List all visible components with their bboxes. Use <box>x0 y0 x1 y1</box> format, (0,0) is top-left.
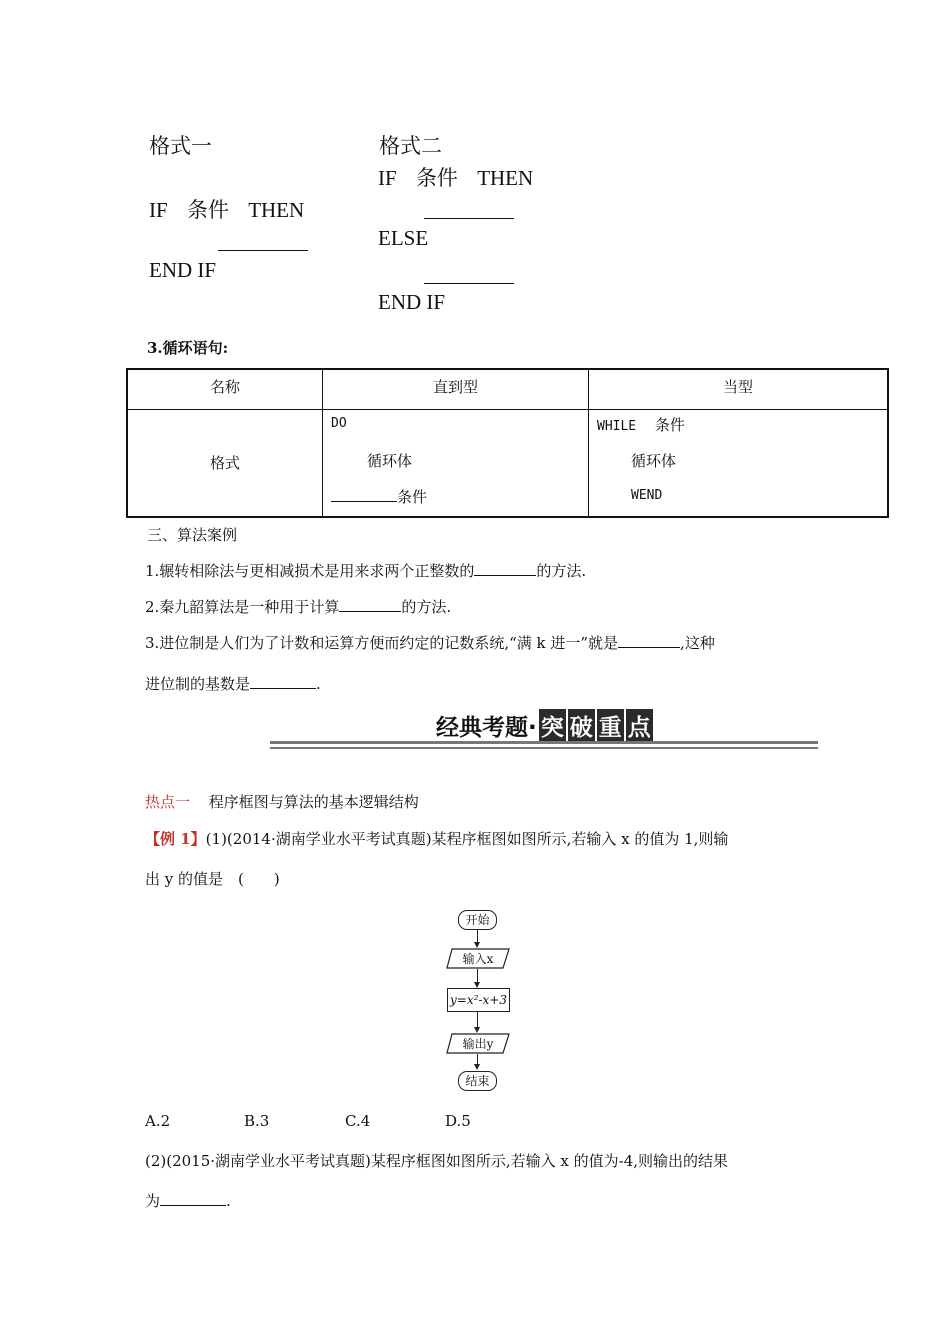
flowchart-connector <box>477 1054 478 1064</box>
example2-blank[interactable] <box>160 1191 226 1206</box>
banner-char-3: 重 <box>597 709 624 742</box>
case3-text-end: ,这种 <box>680 634 715 652</box>
option-b[interactable]: B.3 <box>244 1112 270 1130</box>
hotspot-label: 热点一 <box>145 793 191 811</box>
while-line <box>597 414 685 435</box>
until-format-cell <box>323 409 589 517</box>
flowchart-output <box>446 1033 508 1053</box>
case1-blank[interactable] <box>474 561 536 576</box>
format2-blank-2[interactable] <box>424 265 514 284</box>
header-name: 名称 <box>127 369 323 409</box>
banner-char-2: 破 <box>568 709 595 742</box>
example1-text: (1)(2014·湖南学业水平考试真题)某程序框图如图所示,若输入 x 的值为 1,则输 <box>205 830 729 848</box>
case3-line2-end: . <box>316 675 321 693</box>
example1-line2: 出 y 的值是 ( ) <box>145 870 280 888</box>
hotspot-title: 程序框图与算法的基本逻辑结构 <box>208 793 419 811</box>
case3-line2-text: 进位制的基数是 <box>145 675 251 693</box>
example1-tag: 【例 1】 <box>145 830 206 848</box>
case1-text-end: 的方法. <box>536 562 587 580</box>
flowchart-end: 结束 <box>458 1071 497 1091</box>
format2-if-line <box>378 162 533 192</box>
case2-line <box>145 596 451 617</box>
flowchart-process: y=x²-x+3 <box>447 988 510 1012</box>
format2-title: 格式二 <box>379 134 442 158</box>
example1-line <box>145 828 728 849</box>
if-keyword: IF <box>378 166 397 190</box>
banner-title-left: 经典考题· <box>436 715 537 741</box>
loop-statement-table <box>126 368 889 518</box>
banner-char-4: 点 <box>626 709 653 742</box>
case3-blank-1[interactable] <box>618 633 680 648</box>
banner-rule-bottom <box>270 747 818 749</box>
arrow-down-icon <box>474 1064 480 1070</box>
format2-end-if: END IF <box>378 290 446 314</box>
option-a[interactable]: A.2 <box>145 1112 171 1130</box>
while-format-cell <box>589 409 889 517</box>
hotspot-heading <box>145 791 419 812</box>
until-condition-label: 条件 <box>397 487 428 506</box>
section-banner <box>436 709 653 742</box>
flowchart-connector <box>477 1011 478 1027</box>
banner-rule-top <box>270 741 818 744</box>
header-until: 直到型 <box>323 369 589 409</box>
header-while: 当型 <box>589 369 889 409</box>
example2-line: (2)(2015·湖南学业水平考试真题)某程序框图如图所示,若输入 x 的值为-4,则输出的结果 <box>145 1152 729 1170</box>
example2-line2-text: 为 <box>145 1192 161 1210</box>
flowchart-connector <box>477 969 478 982</box>
case3-line <box>145 632 715 653</box>
format1-if-line <box>149 194 304 224</box>
option-d[interactable]: D.5 <box>445 1112 471 1130</box>
case2-text: 2.秦九韶算法是一种用于计算 <box>145 598 340 616</box>
flowchart-start: 开始 <box>458 910 497 930</box>
loop-body-label: 循环体 <box>631 451 677 470</box>
format2-blank-1[interactable] <box>424 200 514 219</box>
until-condition-line <box>331 486 427 507</box>
while-keyword: WHILE <box>597 418 637 434</box>
format1-blank[interactable] <box>218 232 308 251</box>
then-keyword: THEN <box>248 198 305 222</box>
case2-blank[interactable] <box>339 597 401 612</box>
example2-line2 <box>145 1190 231 1211</box>
case1-line <box>145 560 586 581</box>
format1-end-if: END IF <box>149 258 217 282</box>
case1-text: 1.辗转相除法与更相减损术是用来求两个正整数的 <box>145 562 475 580</box>
case3-blank-2[interactable] <box>250 674 316 689</box>
if-keyword: IF <box>149 198 168 222</box>
section-title-loop: 3.循环语句: <box>147 339 229 357</box>
format2-else: ELSE <box>378 226 429 250</box>
option-c[interactable]: C.4 <box>345 1112 371 1130</box>
flowchart-connector <box>477 929 478 942</box>
flowchart-input-label: 输入x <box>462 952 494 966</box>
flowchart-output-label: 输出y <box>462 1037 494 1051</box>
do-keyword: DO <box>331 415 347 431</box>
row-label-format: 格式 <box>127 409 323 517</box>
case3-line2 <box>145 673 321 694</box>
condition-label: 条件 <box>415 166 458 190</box>
wend-keyword: WEND <box>631 487 663 503</box>
case3-text: 3.进位制是人们为了计数和运算方便而约定的记数系统,“满 k 进一”就是 <box>145 634 619 652</box>
then-keyword: THEN <box>477 166 534 190</box>
condition-label: 条件 <box>186 198 229 222</box>
loop-body-label: 循环体 <box>367 451 413 470</box>
flowchart-input <box>446 948 508 968</box>
banner-char-1: 突 <box>539 709 566 742</box>
case2-text-end: 的方法. <box>401 598 452 616</box>
example2-line2-end: . <box>226 1192 231 1210</box>
while-condition-label: 条件 <box>654 415 685 434</box>
part3-title: 三、算法案例 <box>147 526 238 544</box>
until-blank[interactable] <box>331 487 397 502</box>
format1-title: 格式一 <box>149 134 212 158</box>
